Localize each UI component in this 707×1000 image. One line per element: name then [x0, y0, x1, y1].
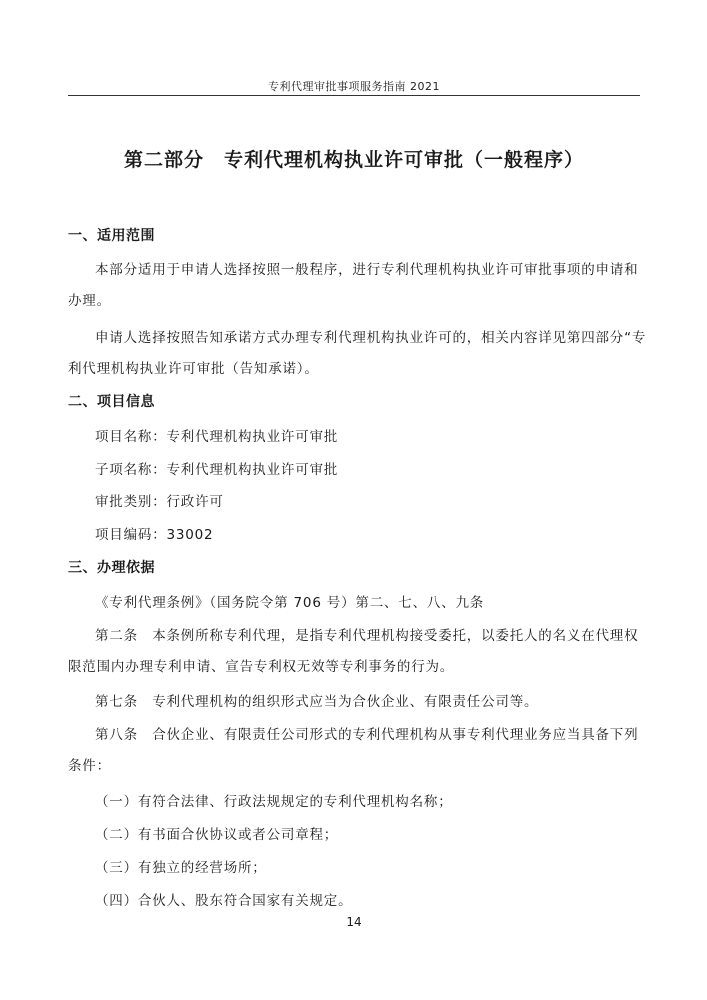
basis-condition-4: （四）合伙人、股东符合国家有关规定。	[95, 893, 353, 909]
header-rule	[68, 95, 640, 96]
running-header: 专利代理审批事项服务指南 2021	[268, 80, 440, 93]
part-title: 第二部分 专利代理机构执业许可审批（一般程序）	[123, 149, 584, 171]
section-heading-info: 二、项目信息	[68, 394, 155, 410]
section-heading-scope: 一、适用范围	[68, 228, 155, 244]
info-sub-item-name: 子项名称：专利代理机构执业许可审批	[95, 462, 339, 478]
scope-paragraph-2-line-1: 申请人选择按照告知承诺方式办理专利代理机构执业许可的，相关内容详见第四部分“专	[95, 330, 647, 346]
basis-condition-1: （一）有符合法律、行政法规规定的专利代理机构名称；	[95, 794, 453, 810]
scope-paragraph-1-line-2: 办理。	[68, 293, 111, 309]
info-code: 项目编码：33002	[95, 527, 214, 543]
info-category: 审批类别：行政许可	[95, 494, 224, 510]
scope-paragraph-2-line-2: 利代理机构执业许可审批（告知承诺）。	[68, 361, 319, 377]
section-heading-basis: 三、办理依据	[68, 560, 155, 576]
basis-article-7: 第七条 专利代理机构的组织形式应当为合伙企业、有限责任公司等。	[95, 694, 539, 710]
page-number: 14	[346, 915, 362, 929]
basis-condition-2: （二）有书面合伙协议或者公司章程；	[95, 827, 339, 843]
scope-paragraph-1-line-1: 本部分适用于申请人选择按照一般程序，进行专利代理机构执业许可审批事项的申请和	[95, 262, 639, 278]
basis-article-8-line-2: 条件：	[68, 758, 111, 774]
info-item-name: 项目名称：专利代理机构执业许可审批	[95, 429, 339, 445]
basis-article-2-line-2: 限范围内办理专利申请、宣告专利权无效等专利事务的行为。	[68, 659, 455, 675]
basis-regulation: 《专利代理条例》（国务院令第 706 号）第二、七、八、九条	[95, 595, 485, 611]
basis-condition-3: （三）有独立的经营场所；	[95, 860, 267, 876]
basis-article-8-line-1: 第八条 合伙企业、有限责任公司形式的专利代理机构从事专利代理业务应当具备下列	[95, 727, 639, 743]
basis-article-2-line-1: 第二条 本条例所称专利代理，是指专利代理机构接受委托，以委托人的名义在代理权	[95, 628, 639, 644]
